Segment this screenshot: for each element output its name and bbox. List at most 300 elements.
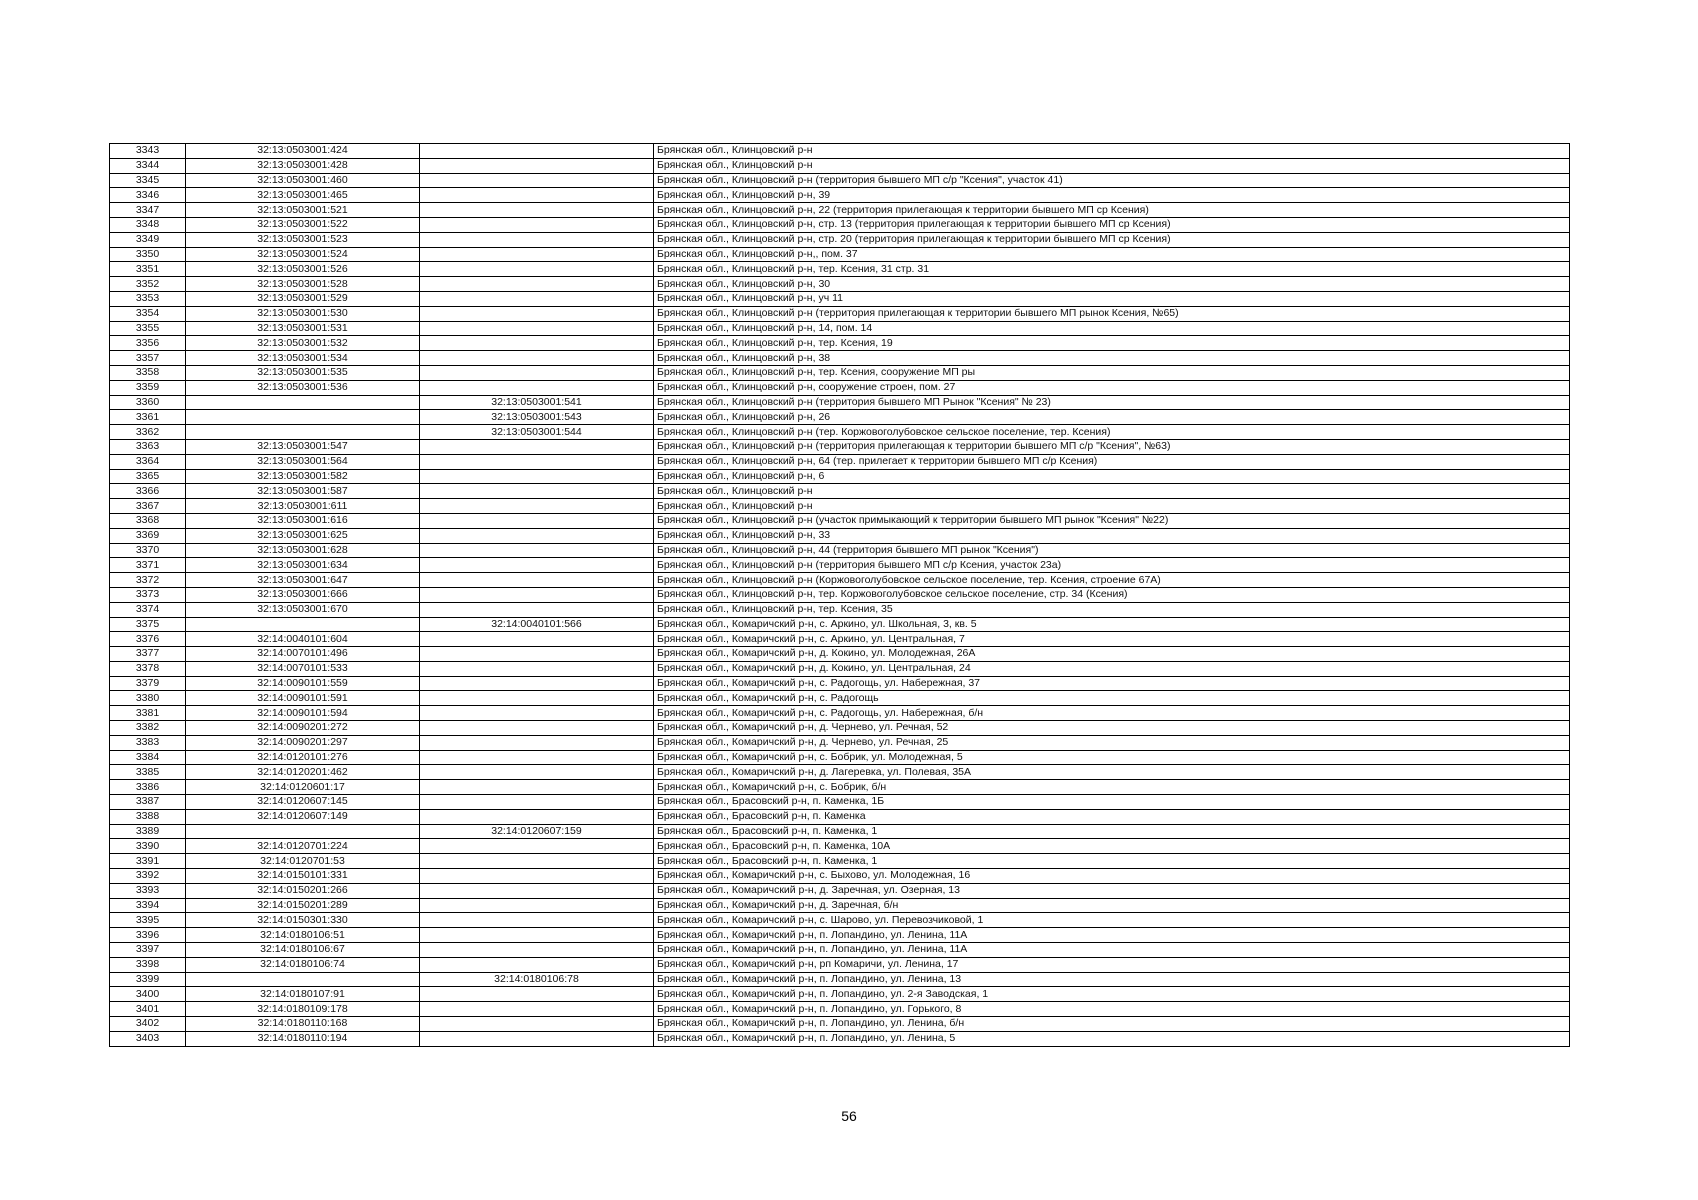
table-row: [110, 780, 1570, 795]
address-cell: Брянская обл., Комаричский р-н, д. Кокино, ул. Молодежная, 26А: [654, 647, 1570, 662]
cadastral-number-cell: 32:13:0503001:529: [186, 291, 420, 306]
cadastral-number-cell: 32:14:0180106:51: [186, 928, 420, 943]
cadastral-number-cell: 32:13:0503001:465: [186, 188, 420, 203]
address-cell: Брянская обл., Комаричский р-н, с. Радогощь, ул. Набережная, 37: [654, 676, 1570, 691]
table-row: [110, 913, 1570, 928]
address-cell: Брянская обл., Клинцовский р-н, тер. Ксения, сооружение МП ры: [654, 365, 1570, 380]
cadastral-number-cell: 32:14:0120701:224: [186, 839, 420, 854]
cadastral-number-cell: 32:13:0503001:670: [186, 602, 420, 617]
cadastral-number-alt-cell: [420, 203, 654, 218]
cadastral-number-cell: 32:14:0180107:91: [186, 987, 420, 1002]
cadastral-number-alt-cell: [420, 439, 654, 454]
row-number-cell: 3355: [110, 321, 186, 336]
table-row: [110, 277, 1570, 292]
cadastral-number-cell: 32:14:0180106:67: [186, 943, 420, 958]
cadastral-number-cell: 32:13:0503001:564: [186, 454, 420, 469]
row-number-cell: 3380: [110, 691, 186, 706]
address-cell: Брянская обл., Комаричский р-н, д. Лагеревка, ул. Полевая, 35А: [654, 765, 1570, 780]
cadastral-number-cell: 32:13:0503001:625: [186, 528, 420, 543]
row-number-cell: 3362: [110, 425, 186, 440]
row-number-cell: 3383: [110, 735, 186, 750]
address-cell: Брянская обл., Клинцовский р-н, 14, пом. 14: [654, 321, 1570, 336]
row-number-cell: 3348: [110, 217, 186, 232]
cadastral-number-alt-cell: [420, 750, 654, 765]
cadastral-number-cell: 32:14:0150101:331: [186, 869, 420, 884]
document-page: [109, 143, 1569, 1047]
address-cell: Брянская обл., Комаричский р-н, д. Заречная, ул. Озерная, 13: [654, 883, 1570, 898]
cadastral-number-alt-cell: [420, 306, 654, 321]
table-row: [110, 1002, 1570, 1017]
cadastral-number-cell: 32:13:0503001:536: [186, 380, 420, 395]
table-row: [110, 735, 1570, 750]
table-row: [110, 721, 1570, 736]
address-cell: Брянская обл., Клинцовский р-н: [654, 499, 1570, 514]
cadastral-number-alt-cell: [420, 735, 654, 750]
address-cell: Брянская обл., Комаричский р-н, д. Чернево, ул. Речная, 52: [654, 721, 1570, 736]
row-number-cell: 3373: [110, 587, 186, 602]
address-cell: Брянская обл., Клинцовский р-н, 39: [654, 188, 1570, 203]
cadastral-number-alt-cell: [420, 291, 654, 306]
table-row: [110, 795, 1570, 810]
address-cell: Брянская обл., Комаричский р-н, п. Лопандино, ул. Ленина, 11А: [654, 928, 1570, 943]
address-cell: Брянская обл., Клинцовский р-н, стр. 13 (территория прилегающая к территории бывшего МП ср Ксения): [654, 217, 1570, 232]
table-row: [110, 528, 1570, 543]
cadastral-number-alt-cell: [420, 587, 654, 602]
address-cell: Брянская обл., Комаричский р-н, п. Лопандино, ул. 2-я Заводская, 1: [654, 987, 1570, 1002]
cadastral-number-cell: 32:13:0503001:530: [186, 306, 420, 321]
cadastral-number-alt-cell: [420, 721, 654, 736]
address-cell: Брянская обл., Комаричский р-н, с. Радогощь: [654, 691, 1570, 706]
row-number-cell: 3370: [110, 543, 186, 558]
cadastral-number-cell: 32:14:0070101:496: [186, 647, 420, 662]
cadastral-number-alt-cell: [420, 898, 654, 913]
address-cell: Брянская обл., Комаричский р-н, д. Заречная, б/н: [654, 898, 1570, 913]
cadastral-number-alt-cell: [420, 765, 654, 780]
address-cell: Брянская обл., Комаричский р-н, с. Бобрик, ул. Молодежная, 5: [654, 750, 1570, 765]
address-cell: Брянская обл., Клинцовский р-н (территория бывшего МП Рынок "Ксения" № 23): [654, 395, 1570, 410]
cadastral-number-alt-cell: 32:13:0503001:544: [420, 425, 654, 440]
row-number-cell: 3392: [110, 869, 186, 884]
row-number-cell: 3400: [110, 987, 186, 1002]
table-row: [110, 410, 1570, 425]
table-row: [110, 173, 1570, 188]
row-number-cell: 3384: [110, 750, 186, 765]
address-cell: Брянская обл., Комаричский р-н, п. Лопандино, ул. Ленина, 5: [654, 1031, 1570, 1046]
row-number-cell: 3387: [110, 795, 186, 810]
page-number: 56: [841, 1108, 857, 1124]
row-number-cell: 3360: [110, 395, 186, 410]
address-cell: Брянская обл., Клинцовский р-н: [654, 158, 1570, 173]
cadastral-number-alt-cell: [420, 780, 654, 795]
row-number-cell: 3397: [110, 943, 186, 958]
table-row: [110, 617, 1570, 632]
cadastral-number-alt-cell: [420, 691, 654, 706]
cadastral-number-cell: 32:13:0503001:535: [186, 365, 420, 380]
address-cell: Брянская обл., Комаричский р-н, с. Быхово, ул. Молодежная, 16: [654, 869, 1570, 884]
table-row: [110, 543, 1570, 558]
address-cell: Брянская обл., Клинцовский р-н, 38: [654, 351, 1570, 366]
table-row: [110, 232, 1570, 247]
address-cell: Брянская обл., Комаричский р-н, п. Лопандино, ул. Ленина, 13: [654, 972, 1570, 987]
cadastral-number-cell: 32:13:0503001:428: [186, 158, 420, 173]
cadastral-number-alt-cell: [420, 839, 654, 854]
cadastral-number-cell: 32:13:0503001:647: [186, 573, 420, 588]
address-cell: Брянская обл., Клинцовский р-н (Коржовоголубовское сельское поселение, тер. Ксения, строение 67А): [654, 573, 1570, 588]
cadastral-number-alt-cell: [420, 647, 654, 662]
cadastral-number-alt-cell: [420, 602, 654, 617]
cadastral-number-cell: 32:14:0090101:594: [186, 706, 420, 721]
row-number-cell: 3367: [110, 499, 186, 514]
cadastral-number-alt-cell: [420, 1031, 654, 1046]
row-number-cell: 3357: [110, 351, 186, 366]
address-cell: Брянская обл., Клинцовский р-н, 64 (тер. прилегает к территории бывшего МП с/р Ксения): [654, 454, 1570, 469]
table-row: [110, 425, 1570, 440]
table-row: [110, 217, 1570, 232]
cadastral-number-alt-cell: [420, 484, 654, 499]
table-row: [110, 499, 1570, 514]
cadastral-number-cell: 32:14:0120201:462: [186, 765, 420, 780]
cadastral-number-alt-cell: [420, 528, 654, 543]
address-cell: Брянская обл., Комаричский р-н, п. Лопандино, ул. Горького, 8: [654, 1002, 1570, 1017]
row-number-cell: 3391: [110, 854, 186, 869]
table-row: [110, 987, 1570, 1002]
row-number-cell: 3349: [110, 232, 186, 247]
cadastral-number-cell: 32:14:0180110:168: [186, 1017, 420, 1032]
row-number-cell: 3352: [110, 277, 186, 292]
cadastral-number-alt-cell: 32:14:0180106:78: [420, 972, 654, 987]
cadastral-number-cell: [186, 395, 420, 410]
table-row: [110, 883, 1570, 898]
cadastral-number-alt-cell: [420, 795, 654, 810]
table-row: [110, 321, 1570, 336]
table-row: [110, 972, 1570, 987]
cadastral-number-alt-cell: [420, 913, 654, 928]
table-row: [110, 262, 1570, 277]
address-cell: Брянская обл., Брасовский р-н, п. Каменка, 10А: [654, 839, 1570, 854]
cadastral-number-cell: 32:13:0503001:531: [186, 321, 420, 336]
table-row: [110, 676, 1570, 691]
row-number-cell: 3346: [110, 188, 186, 203]
address-cell: Брянская обл., Клинцовский р-н (территория прилегающая к территории бывшего МП с/р "Ксения", №63): [654, 439, 1570, 454]
cadastral-number-cell: [186, 425, 420, 440]
cadastral-number-alt-cell: [420, 336, 654, 351]
table-row: [110, 484, 1570, 499]
cadastral-number-cell: 32:13:0503001:611: [186, 499, 420, 514]
cadastral-number-cell: 32:14:0070101:533: [186, 661, 420, 676]
table-row: [110, 632, 1570, 647]
table-row: [110, 365, 1570, 380]
table-row: [110, 647, 1570, 662]
cadastral-number-cell: 32:13:0503001:582: [186, 469, 420, 484]
cadastral-number-cell: 32:13:0503001:587: [186, 484, 420, 499]
row-number-cell: 3381: [110, 706, 186, 721]
table-row: [110, 602, 1570, 617]
cadastral-number-cell: [186, 410, 420, 425]
cadastral-number-alt-cell: 32:13:0503001:543: [420, 410, 654, 425]
cadastral-number-alt-cell: [420, 883, 654, 898]
row-number-cell: 3343: [110, 144, 186, 159]
address-cell: Брянская обл., Клинцовский р-н, 6: [654, 469, 1570, 484]
cadastral-number-cell: 32:13:0503001:524: [186, 247, 420, 262]
address-cell: Брянская обл., Комаричский р-н, с. Шарово, ул. Перевозчиковой, 1: [654, 913, 1570, 928]
cadastral-number-cell: 32:13:0503001:532: [186, 336, 420, 351]
table-row: [110, 558, 1570, 573]
row-number-cell: 3374: [110, 602, 186, 617]
row-number-cell: 3356: [110, 336, 186, 351]
address-cell: Брянская обл., Клинцовский р-н, 22 (территория прилегающая к территории бывшего МП ср Ксения): [654, 203, 1570, 218]
cadastral-number-alt-cell: [420, 499, 654, 514]
cadastral-number-cell: 32:13:0503001:528: [186, 277, 420, 292]
table-row: [110, 351, 1570, 366]
address-cell: Брянская обл., Клинцовский р-н, уч 11: [654, 291, 1570, 306]
row-number-cell: 3351: [110, 262, 186, 277]
row-number-cell: 3394: [110, 898, 186, 913]
cadastral-number-cell: 32:14:0150201:289: [186, 898, 420, 913]
table-row: [110, 203, 1570, 218]
row-number-cell: 3376: [110, 632, 186, 647]
table-row: [110, 144, 1570, 159]
table-row: [110, 454, 1570, 469]
cadastral-number-cell: 32:13:0503001:547: [186, 439, 420, 454]
row-number-cell: 3358: [110, 365, 186, 380]
cadastral-number-alt-cell: [420, 469, 654, 484]
table-row: [110, 661, 1570, 676]
cadastral-number-alt-cell: [420, 454, 654, 469]
table-row: [110, 1017, 1570, 1032]
row-number-cell: 3393: [110, 883, 186, 898]
row-number-cell: 3368: [110, 513, 186, 528]
table-row: [110, 824, 1570, 839]
row-number-cell: 3403: [110, 1031, 186, 1046]
table-row: [110, 380, 1570, 395]
address-cell: Брянская обл., Клинцовский р-н, тер. Ксения, 35: [654, 602, 1570, 617]
table-row: [110, 869, 1570, 884]
table-row: [110, 513, 1570, 528]
address-cell: Брянская обл., Клинцовский р-н, 33: [654, 528, 1570, 543]
row-number-cell: 3382: [110, 721, 186, 736]
address-cell: Брянская обл., Клинцовский р-н: [654, 144, 1570, 159]
row-number-cell: 3401: [110, 1002, 186, 1017]
cadastral-number-alt-cell: [420, 158, 654, 173]
table-row: [110, 957, 1570, 972]
cadastral-number-cell: 32:13:0503001:460: [186, 173, 420, 188]
cadastral-number-alt-cell: 32:14:0120607:159: [420, 824, 654, 839]
cadastral-number-alt-cell: [420, 632, 654, 647]
table-row: [110, 854, 1570, 869]
table-row: [110, 943, 1570, 958]
table-row: [110, 247, 1570, 262]
cadastral-number-cell: 32:14:0180109:178: [186, 1002, 420, 1017]
row-number-cell: 3369: [110, 528, 186, 543]
cadastral-number-alt-cell: [420, 262, 654, 277]
row-number-cell: 3345: [110, 173, 186, 188]
cadastral-number-cell: 32:14:0090201:297: [186, 735, 420, 750]
cadastral-number-cell: 32:13:0503001:628: [186, 543, 420, 558]
cadastral-number-alt-cell: [420, 513, 654, 528]
row-number-cell: 3372: [110, 573, 186, 588]
row-number-cell: 3379: [110, 676, 186, 691]
cadastral-number-alt-cell: [420, 365, 654, 380]
address-cell: Брянская обл., Клинцовский р-н, тер. Ксения, 19: [654, 336, 1570, 351]
address-cell: Брянская обл., Клинцовский р-н (территория бывшего МП с/р "Ксения", участок 41): [654, 173, 1570, 188]
address-cell: Брянская обл., Клинцовский р-н (участок примыкающий к территории бывшего МП рынок "Ксения" №22): [654, 513, 1570, 528]
table-row: [110, 706, 1570, 721]
table-row: [110, 336, 1570, 351]
row-number-cell: 3364: [110, 454, 186, 469]
cadastral-number-alt-cell: [420, 351, 654, 366]
row-number-cell: 3385: [110, 765, 186, 780]
row-number-cell: 3378: [110, 661, 186, 676]
row-number-cell: 3402: [110, 1017, 186, 1032]
table-row: [110, 1031, 1570, 1046]
address-cell: Брянская обл., Комаричский р-н, с. Аркино, ул. Центральная, 7: [654, 632, 1570, 647]
row-number-cell: 3388: [110, 809, 186, 824]
table-row: [110, 439, 1570, 454]
cadastral-number-alt-cell: [420, 380, 654, 395]
cadastral-number-cell: [186, 972, 420, 987]
cadastral-number-alt-cell: 32:14:0040101:566: [420, 617, 654, 632]
table-row: [110, 928, 1570, 943]
row-number-cell: 3350: [110, 247, 186, 262]
address-cell: Брянская обл., Комаричский р-н, с. Аркино, ул. Школьная, 3, кв. 5: [654, 617, 1570, 632]
row-number-cell: 3359: [110, 380, 186, 395]
address-cell: Брянская обл., Комаричский р-н, д. Чернево, ул. Речная, 25: [654, 735, 1570, 750]
row-number-cell: 3361: [110, 410, 186, 425]
cadastral-number-alt-cell: [420, 188, 654, 203]
address-cell: Брянская обл., Брасовский р-н, п. Каменка: [654, 809, 1570, 824]
address-cell: Брянская обл., Клинцовский р-н, тер. Ксения, 31 стр. 31: [654, 262, 1570, 277]
cadastral-number-alt-cell: [420, 661, 654, 676]
table-row: [110, 587, 1570, 602]
address-cell: Брянская обл., Комаричский р-н, с. Радогощь, ул. Набережная, б/н: [654, 706, 1570, 721]
table-row: [110, 291, 1570, 306]
row-number-cell: 3354: [110, 306, 186, 321]
cadastral-number-alt-cell: [420, 809, 654, 824]
row-number-cell: 3398: [110, 957, 186, 972]
cadastral-number-cell: 32:14:0120607:145: [186, 795, 420, 810]
address-cell: Брянская обл., Клинцовский р-н, тер. Коржовоголубовское сельское поселение, стр. 34 (Ксения): [654, 587, 1570, 602]
cadastral-number-alt-cell: [420, 277, 654, 292]
row-number-cell: 3344: [110, 158, 186, 173]
address-cell: Брянская обл., Комаричский р-н, рп Комаричи, ул. Ленина, 17: [654, 957, 1570, 972]
address-cell: Брянская обл., Брасовский р-н, п. Каменка, 1Б: [654, 795, 1570, 810]
cadastral-number-cell: [186, 617, 420, 632]
row-number-cell: 3353: [110, 291, 186, 306]
row-number-cell: 3347: [110, 203, 186, 218]
cadastral-number-cell: 32:14:0150301:330: [186, 913, 420, 928]
row-number-cell: 3386: [110, 780, 186, 795]
cadastral-number-alt-cell: [420, 144, 654, 159]
row-number-cell: 3395: [110, 913, 186, 928]
cadastral-number-cell: 32:14:0180106:74: [186, 957, 420, 972]
address-cell: Брянская обл., Клинцовский р-н (территория прилегающая к территории бывшего МП рынок Ксения, №65): [654, 306, 1570, 321]
table-row: [110, 188, 1570, 203]
cadastral-number-cell: 32:13:0503001:521: [186, 203, 420, 218]
row-number-cell: 3366: [110, 484, 186, 499]
row-number-cell: 3396: [110, 928, 186, 943]
cadastral-number-cell: 32:13:0503001:666: [186, 587, 420, 602]
address-cell: Брянская обл., Брасовский р-н, п. Каменка, 1: [654, 824, 1570, 839]
cadastral-number-alt-cell: [420, 943, 654, 958]
cadastral-number-cell: 32:14:0120601:17: [186, 780, 420, 795]
address-cell: Брянская обл., Клинцовский р-н, стр. 20 (территория прилегающая к территории бывшего МП ср Ксения): [654, 232, 1570, 247]
table-row: [110, 691, 1570, 706]
property-table: [109, 143, 1570, 1047]
table-row: [110, 469, 1570, 484]
table-row: [110, 898, 1570, 913]
cadastral-number-cell: 32:13:0503001:616: [186, 513, 420, 528]
cadastral-number-cell: 32:14:0090101:591: [186, 691, 420, 706]
address-cell: Брянская обл., Клинцовский р-н,, пом. 37: [654, 247, 1570, 262]
table-row: [110, 750, 1570, 765]
address-cell: Брянская обл., Клинцовский р-н: [654, 484, 1570, 499]
cadastral-number-alt-cell: [420, 173, 654, 188]
cadastral-number-cell: 32:13:0503001:534: [186, 351, 420, 366]
cadastral-number-cell: 32:14:0090201:272: [186, 721, 420, 736]
table-row: [110, 765, 1570, 780]
cadastral-number-alt-cell: [420, 957, 654, 972]
cadastral-number-cell: 32:13:0503001:523: [186, 232, 420, 247]
row-number-cell: 3363: [110, 439, 186, 454]
cadastral-number-alt-cell: [420, 854, 654, 869]
table-row: [110, 809, 1570, 824]
cadastral-number-cell: 32:14:0180110:194: [186, 1031, 420, 1046]
row-number-cell: 3389: [110, 824, 186, 839]
row-number-cell: 3377: [110, 647, 186, 662]
cadastral-number-alt-cell: [420, 558, 654, 573]
cadastral-number-alt-cell: [420, 987, 654, 1002]
address-cell: Брянская обл., Клинцовский р-н, 44 (территория бывшего МП рынок "Ксения"): [654, 543, 1570, 558]
row-number-cell: 3390: [110, 839, 186, 854]
address-cell: Брянская обл., Комаричский р-н, с. Бобрик, б/н: [654, 780, 1570, 795]
address-cell: Брянская обл., Клинцовский р-н (территория бывшего МП с/р Ксения, участок 23а): [654, 558, 1570, 573]
cadastral-number-alt-cell: [420, 706, 654, 721]
cadastral-number-cell: 32:13:0503001:634: [186, 558, 420, 573]
cadastral-number-cell: 32:13:0503001:522: [186, 217, 420, 232]
address-cell: Брянская обл., Комаричский р-н, п. Лопандино, ул. Ленина, б/н: [654, 1017, 1570, 1032]
cadastral-number-cell: 32:14:0150201:266: [186, 883, 420, 898]
cadastral-number-cell: 32:13:0503001:526: [186, 262, 420, 277]
row-number-cell: 3375: [110, 617, 186, 632]
row-number-cell: 3371: [110, 558, 186, 573]
cadastral-number-alt-cell: [420, 321, 654, 336]
address-cell: Брянская обл., Комаричский р-н, д. Кокино, ул. Центральная, 24: [654, 661, 1570, 676]
cadastral-number-alt-cell: [420, 1017, 654, 1032]
row-number-cell: 3365: [110, 469, 186, 484]
address-cell: Брянская обл., Клинцовский р-н, сооружение строен, пом. 27: [654, 380, 1570, 395]
cadastral-number-alt-cell: [420, 543, 654, 558]
cadastral-number-alt-cell: [420, 573, 654, 588]
cadastral-number-alt-cell: [420, 217, 654, 232]
address-cell: Брянская обл., Клинцовский р-н, 26: [654, 410, 1570, 425]
table-row: [110, 158, 1570, 173]
row-number-cell: 3399: [110, 972, 186, 987]
address-cell: Брянская обл., Комаричский р-н, п. Лопандино, ул. Ленина, 11А: [654, 943, 1570, 958]
cadastral-number-cell: 32:14:0120607:149: [186, 809, 420, 824]
cadastral-number-alt-cell: [420, 869, 654, 884]
cadastral-number-alt-cell: [420, 247, 654, 262]
table-row: [110, 306, 1570, 321]
table-body: [110, 144, 1570, 1047]
cadastral-number-alt-cell: 32:13:0503001:541: [420, 395, 654, 410]
cadastral-number-cell: 32:14:0040101:604: [186, 632, 420, 647]
table-row: [110, 839, 1570, 854]
cadastral-number-cell: 32:14:0090101:559: [186, 676, 420, 691]
cadastral-number-cell: 32:14:0120101:276: [186, 750, 420, 765]
address-cell: Брянская обл., Клинцовский р-н (тер. Коржовоголубовское сельское поселение, тер. Ксения): [654, 425, 1570, 440]
address-cell: Брянская обл., Брасовский р-н, п. Каменка, 1: [654, 854, 1570, 869]
cadastral-number-alt-cell: [420, 232, 654, 247]
